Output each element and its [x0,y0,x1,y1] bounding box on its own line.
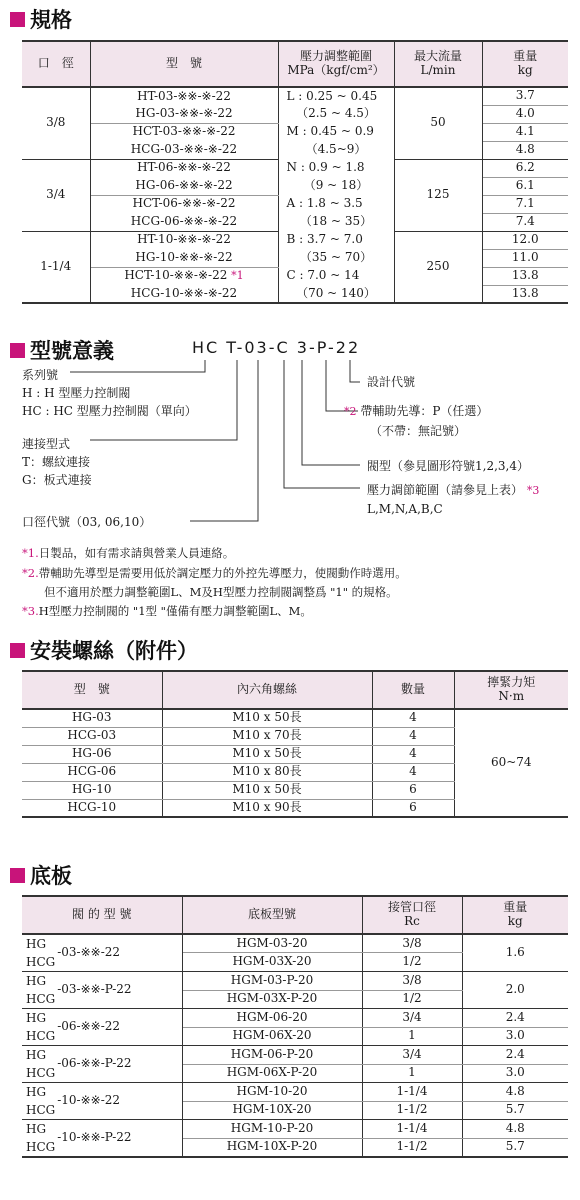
table-row [22,267,568,285]
torque-header-line2: N·m [498,689,525,703]
note-3 [22,603,312,619]
valve-prefix-hg: HG [26,1122,47,1136]
base-plate-model: HGM-06X-20 [182,1027,362,1046]
base-port-size: 3/4 [362,1046,462,1065]
spec-pressure: N : 0.9 ~ 1.8 [278,159,394,177]
model-code-leader-lines [0,330,580,530]
col-header-valve: 閥 的 型 號 [22,896,182,934]
base-plate-model: HGM-06-20 [182,1009,362,1028]
spec-weight: 13.8 [482,267,568,285]
series-h: H : H 型壓力控制閥 [22,386,131,400]
note-text: 日製品，如有需求請與營業人員連絡。 [38,546,235,560]
screw-torque: 60~74 [454,709,568,817]
spec-pressure: L : 0.25 ~ 0.45 [278,87,394,105]
spec-weight: 4.8 [482,141,568,159]
screw-bolt: M10 x 50長 [162,745,372,763]
valve-prefix-hcg: HCG [26,1029,56,1043]
table-row [22,249,568,267]
screw-model: HG-10 [22,781,162,799]
base-weight: 1.6 [462,934,568,972]
pressure-header-line2: MPa（kgf/cm²） [287,63,385,77]
valve-prefix-hcg: HCG [26,1140,56,1154]
torque-header-line1: 擰緊力矩 [487,675,536,690]
spec-pressure: （35 ~ 70） [278,249,394,267]
base-weight: 3.0 [462,1064,568,1083]
base-plate-model: HGM-10X-20 [182,1101,362,1120]
col-header-bolt: 內六角螺絲 [162,671,372,709]
leader-design [350,360,360,382]
pressure-adj-mark: *3 [526,484,540,497]
note-1 [22,545,234,561]
table-row [22,1046,568,1065]
col-header-model: 型 號 [22,671,162,709]
base-plate-model: HGM-10-P-20 [182,1120,362,1139]
spec-diameter: 3/8 [22,87,90,159]
table-row [22,1120,568,1139]
table-row [22,1009,568,1028]
base-weight: 2.4 [462,1009,568,1028]
spec-model: HT-03-※※-※-22 [90,87,278,105]
spec-weight: 13.8 [482,285,568,303]
base-plate-model: HGM-03-P-20 [182,972,362,991]
screw-qty: 4 [372,745,454,763]
base-valve-model [22,1009,182,1046]
spec-pressure: （70 ~ 140） [278,285,394,303]
spec-weight: 7.1 [482,195,568,213]
valve-prefix-hcg: HCG [26,992,56,1006]
series-label: 系列號 [22,368,59,382]
base-valve-model [22,1120,182,1158]
screw-qty: 6 [372,781,454,799]
spec-pressure: M : 0.45 ~ 0.9 [278,123,394,141]
valve-suffix: -03-※※-P-22 [57,982,132,997]
base-plate-model: HGM-03X-20 [182,953,362,972]
spec-pressure: A : 1.8 ~ 3.5 [278,195,394,213]
table-row [22,195,568,213]
spec-flow: 250 [394,231,482,303]
valve-suffix: -10-※※-P-22 [57,1130,132,1145]
screw-qty: 6 [372,799,454,817]
valve-prefix-hg: HG [26,1011,47,1025]
spec-flow: 125 [394,159,482,231]
note-text: H型壓力控制閥的 "1型 "僅備有壓力調整範圍L、M。 [38,604,312,618]
pressure-header-line1: 壓力調整範圍 [299,49,372,64]
spec-pressure: C : 7.0 ~ 14 [278,267,394,285]
screw-qty: 4 [372,709,454,727]
spec-model-with-note [90,267,278,285]
pilot-none: （不帶：無記號） [370,424,467,438]
spec-diameter: 1-1/4 [22,231,90,303]
spec-model: HT-06-※※-※-22 [90,159,278,177]
spec-weight: 4.0 [482,105,568,123]
note-mark: *1. [22,546,39,560]
screw-bolt: M10 x 90長 [162,799,372,817]
table-row [22,285,568,303]
spec-model: HG-10-※※-※-22 [90,249,278,267]
pilot-text: 帶輔助先導：P（任選） [360,404,489,418]
col-header-torque [454,671,568,709]
pilot-mark: *2 [344,405,357,418]
screw-bolt: M10 x 70長 [162,727,372,745]
pressure-adj-line [367,481,539,498]
valve-prefix-hcg: HCG [26,955,56,969]
section-marker-icon [10,12,25,27]
valve-suffix: -03-※※-22 [57,945,121,960]
base-port-size: 1-1/4 [362,1120,462,1139]
table-row [22,87,568,105]
base-port-size: 3/8 [362,934,462,953]
flow-header-line2: L/min [420,63,456,77]
screws-section-heading [10,635,198,665]
base-header-row [22,896,568,934]
table-row [22,972,568,991]
note-2-continued [44,584,398,600]
screw-model: HCG-06 [22,763,162,781]
spec-title: 規格 [30,8,72,32]
weight-header-line1: 重量 [503,900,528,915]
weight-header-line1: 重量 [513,49,538,64]
leader-pressure [284,360,360,488]
base-weight: 3.0 [462,1027,568,1046]
base-port-size: 1-1/2 [362,1101,462,1120]
baseplate-table [22,895,568,1158]
valve-prefix-hg: HG [26,1048,47,1062]
spec-section-heading [10,4,72,34]
col-header-flow [394,41,482,87]
base-weight: 2.0 [462,972,568,1009]
screw-bolt: M10 x 50長 [162,709,372,727]
pressure-adj-text: 壓力調節範圍（請參見上表） [367,483,524,497]
note-2 [22,565,407,581]
screw-qty: 4 [372,727,454,745]
base-weight: 5.7 [462,1101,568,1120]
spec-pressure: （2.5 ~ 4.5） [278,105,394,123]
spec-model: HCG-03-※※-※-22 [90,141,278,159]
spec-model: HCG-06-※※-※-22 [90,213,278,231]
valve-suffix: -06-※※-22 [57,1019,121,1034]
base-weight: 4.8 [462,1120,568,1139]
spec-model: HCT-03-※※-※-22 [90,123,278,141]
pressure-codes: L,M,N,A,B,C [367,502,443,516]
base-plate-model: HGM-03-20 [182,934,362,953]
base-port-size: 1/2 [362,990,462,1009]
col-header-qty: 數量 [372,671,454,709]
screw-model: HG-06 [22,745,162,763]
spec-weight: 11.0 [482,249,568,267]
valve-prefix-hg: HG [26,1085,47,1099]
baseplate-section-heading [10,860,72,890]
diameter-code: 口徑代號（03, 06,10） [22,515,152,529]
weight-header-line2: kg [517,63,533,77]
col-header-pressure [278,41,394,87]
screw-header-row [22,671,568,709]
connection-label: 連接型式 [22,437,71,451]
screws-title: 安裝螺絲（附件） [30,639,198,663]
baseplate-title: 底板 [30,864,72,888]
screw-bolt: M10 x 80長 [162,763,372,781]
baseplate-body [22,934,568,1157]
base-plate-model: HGM-10-20 [182,1083,362,1102]
spec-model: HCT-10-※※-※-22 [124,268,228,283]
col-header-port [362,896,462,934]
spec-header-row [22,41,568,87]
table-row [22,159,568,177]
valve-prefix-hcg: HCG [26,1066,56,1080]
note-mark: *1 [231,269,244,283]
table-row [22,709,568,727]
pilot-line [344,402,488,419]
spec-table [22,40,568,304]
spec-flow: 50 [394,87,482,159]
screw-model: HCG-03 [22,727,162,745]
spec-model: HG-03-※※-※-22 [90,105,278,123]
note-text: 但不適用於壓力調整範圍L、M及H型壓力控制閥調整爲 "1" 的規格。 [44,585,398,599]
table-row [22,177,568,195]
spec-model: HG-06-※※-※-22 [90,177,278,195]
port-header-line2: Rc [404,914,420,928]
base-port-size: 1-1/4 [362,1083,462,1102]
flow-header-line1: 最大流量 [413,49,462,64]
spec-weight: 3.7 [482,87,568,105]
col-header-plate: 底板型號 [182,896,362,934]
col-header-weight [462,896,568,934]
spec-weight: 4.1 [482,123,568,141]
table-row [22,105,568,123]
base-port-size: 1/2 [362,953,462,972]
base-port-size: 3/8 [362,972,462,991]
base-weight: 4.8 [462,1083,568,1102]
base-port-size: 1 [362,1064,462,1083]
base-plate-model: HGM-06-P-20 [182,1046,362,1065]
col-header-diameter: 口 徑 [22,41,90,87]
spec-weight: 7.4 [482,213,568,231]
weight-header-line2: kg [507,914,523,928]
spec-model: HT-10-※※-※-22 [90,231,278,249]
spec-model: HCT-06-※※-※-22 [90,195,278,213]
spec-weight: 12.0 [482,231,568,249]
valve-prefix-hcg: HCG [26,1103,56,1117]
table-row [22,934,568,953]
section-marker-icon [10,868,25,883]
note-mark: *2. [22,566,39,580]
leader-series [70,360,205,372]
spec-diameter: 3/4 [22,159,90,231]
base-plate-model: HGM-06X-P-20 [182,1064,362,1083]
base-weight: 2.4 [462,1046,568,1065]
spec-pressure: B : 3.7 ~ 7.0 [278,231,394,249]
connection-g: G：板式連接 [22,473,92,487]
screw-model: HCG-10 [22,799,162,817]
base-weight: 5.7 [462,1138,568,1157]
base-port-size: 3/4 [362,1009,462,1028]
base-valve-model [22,1046,182,1083]
col-header-weight [482,41,568,87]
table-row [22,141,568,159]
note-text: 帶輔助先導型是需要用低於調定壓力的外控先導壓力，使閥動作時選用。 [38,566,407,580]
base-plate-model: HGM-03X-P-20 [182,990,362,1009]
valve-type: 閥型（參見圖形符號1,2,3,4） [367,459,529,473]
base-plate-model: HGM-10X-P-20 [182,1138,362,1157]
base-port-size: 1 [362,1027,462,1046]
col-header-model: 型 號 [90,41,278,87]
table-row [22,213,568,231]
table-row [22,231,568,249]
model-code-example: HC T-03-C 3-P-22 [192,338,361,357]
base-port-size: 1-1/2 [362,1138,462,1157]
section-marker-icon [10,643,25,658]
meaning-title: 型號意義 [30,339,114,363]
screw-model: HG-03 [22,709,162,727]
connection-t: T：螺紋連接 [22,455,91,469]
spec-pressure: （18 ~ 35） [278,213,394,231]
series-hc: HC : HC 型壓力控制閥（單向） [22,404,197,418]
valve-prefix-hg: HG [26,937,47,951]
base-valve-model [22,934,182,972]
base-valve-model [22,1083,182,1120]
valve-prefix-hg: HG [26,974,47,988]
base-valve-model [22,972,182,1009]
spec-model: HCG-10-※※-※-22 [90,285,278,303]
screw-qty: 4 [372,763,454,781]
screw-table [22,670,568,818]
screw-bolt: M10 x 50長 [162,781,372,799]
valve-suffix: -06-※※-P-22 [57,1056,132,1071]
note-mark: *3. [22,604,39,618]
design-code: 設計代號 [367,375,416,389]
port-header-line1: 接管口徑 [387,900,436,915]
spec-weight: 6.1 [482,177,568,195]
spec-pressure: （9 ~ 18） [278,177,394,195]
spec-weight: 6.2 [482,159,568,177]
valve-suffix: -10-※※-22 [57,1093,121,1108]
table-row [22,123,568,141]
table-row [22,1083,568,1102]
spec-pressure: （4.5~9） [278,141,394,159]
